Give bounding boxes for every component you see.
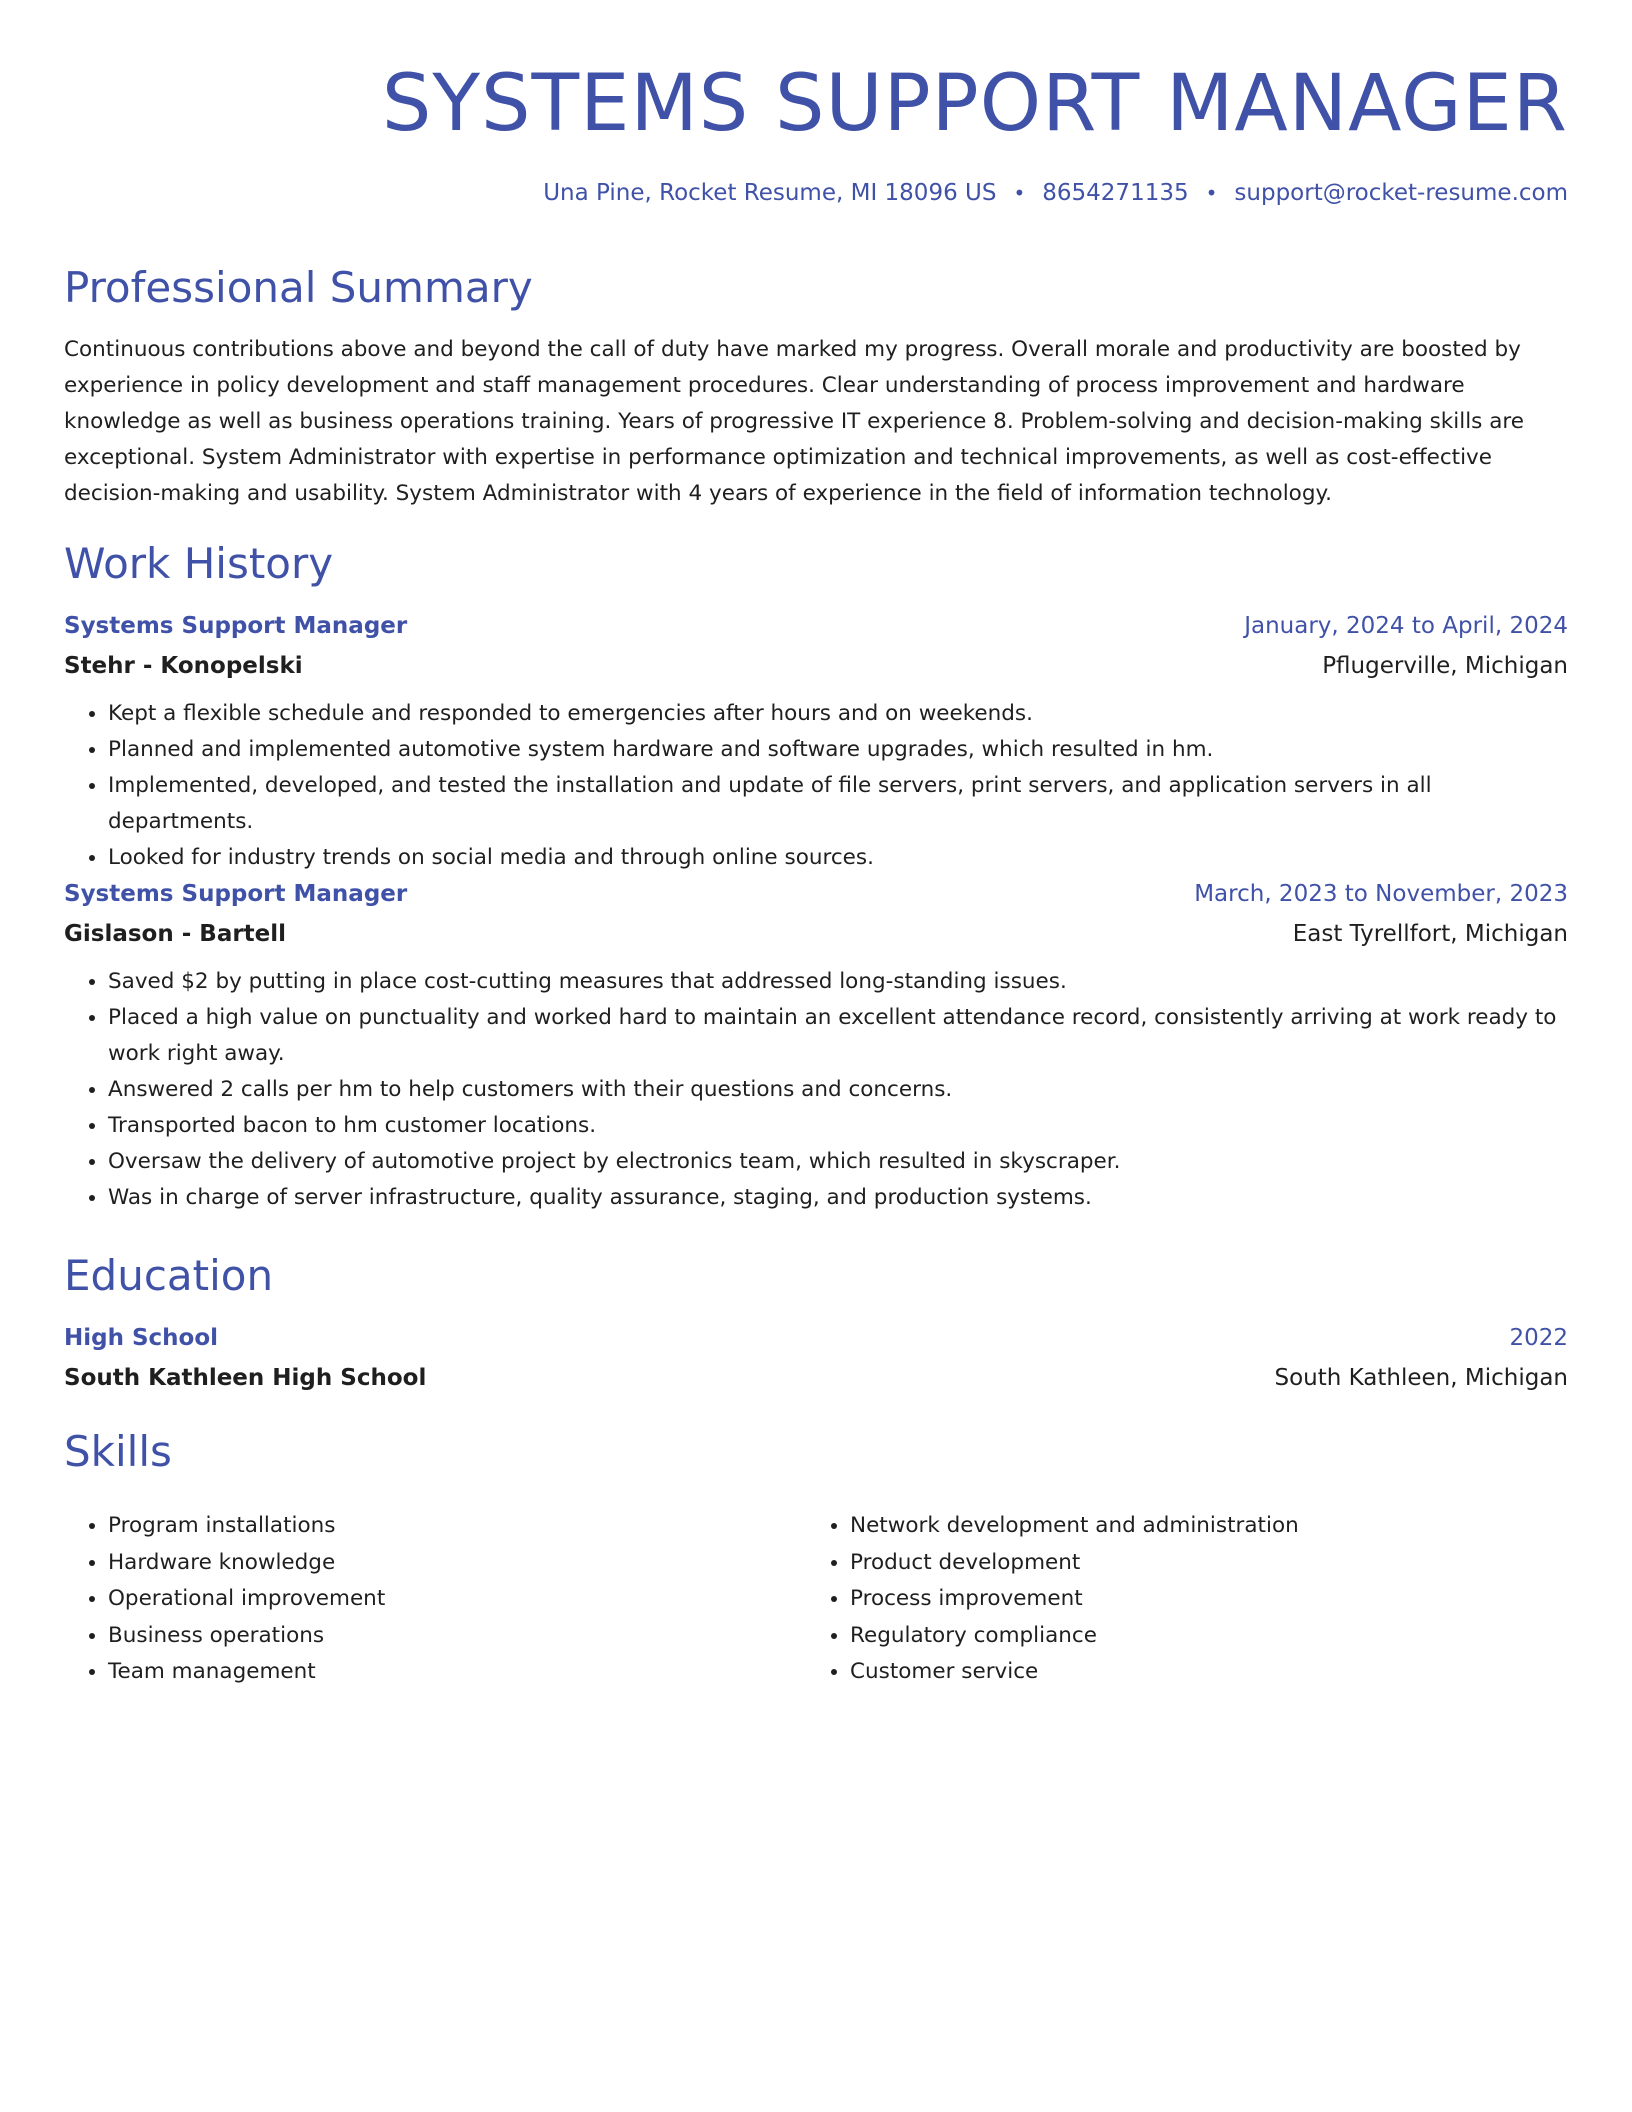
skills-column-right — [806, 1508, 1299, 1691]
summary-text: Continuous contributions above and beyond the call of duty have marked my progress. Overall morale and productivity are boosted by experience in policy development and staff management procedures. Clear understanding of process improvement and hardware knowledge as well as business operations training. Years of progressive IT experience 8. Problem-solving and decision-making skills are exceptional. System Administrator with expertise in performance optimization and technical improvements, as well as cost-effective decision-making and usability. System Administrator with 4 years of experience in the field of information technology. — [64, 337, 1524, 506]
skills-bullet-list — [806, 1508, 1299, 1691]
skill-item: • Hardware knowledge — [108, 1545, 385, 1582]
job-dates: March, 2023 to November, 2023 — [1194, 881, 1568, 907]
section-heading-summary: Professional Summary — [64, 263, 533, 312]
skill-item: • Regulatory compliance — [850, 1618, 1299, 1655]
skill-item: • Operational improvement — [108, 1581, 385, 1618]
job-bullet: • Kept a flexible schedule and responded to emergencies after hours and on weekends. — [108, 696, 1568, 732]
job-bullet: • Implemented, developed, and tested the installation and update of file servers, print servers, and application servers in all departments. — [108, 768, 1568, 840]
education-header-row — [64, 1318, 1568, 1358]
job-bullet: • Planned and implemented automotive system hardware and software upgrades, which resulted in hm. — [108, 732, 1568, 768]
skills-column-left — [64, 1508, 385, 1691]
skill-item: • Customer service — [850, 1654, 1299, 1691]
skill-item: • Team management — [108, 1654, 385, 1691]
education-year: 2022 — [1509, 1325, 1568, 1351]
job-bullet-list — [64, 964, 1568, 1216]
contact-separator: • — [1205, 181, 1218, 205]
job-bullet: • Transported bacon to hm customer locations. — [108, 1108, 1568, 1144]
education-school-row — [64, 1358, 1568, 1398]
job-bullet: • Answered 2 calls per hm to help customers with their questions and concerns. — [108, 1072, 1568, 1108]
contact-email: support@rocket-resume.com — [1234, 180, 1568, 206]
section-heading-work-history: Work History — [64, 539, 334, 588]
education-degree: High School — [64, 1325, 219, 1351]
job-bullet: • Placed a high value on punctuality and worked hard to maintain an excellent attendance record, consistently arriving at work ready to work right away. — [108, 1000, 1568, 1072]
education-school: South Kathleen High School — [64, 1365, 427, 1391]
job-employer: Gislason - Bartell — [64, 921, 287, 947]
job-location: East Tyrellfort, Michigan — [1292, 921, 1568, 947]
contact-address: Una Pine, Rocket Resume, MI 18096 US — [543, 180, 997, 206]
job-bullet: • Saved $2 by putting in place cost-cutting measures that addressed long-standing issues. — [108, 964, 1568, 1000]
job-header-row — [64, 606, 1568, 646]
job-bullet: • Was in charge of server infrastructure, quality assurance, staging, and production systems. — [108, 1180, 1568, 1216]
job-header-row — [64, 874, 1568, 914]
skill-item: • Program installations — [108, 1508, 385, 1545]
job-employer: Stehr - Konopelski — [64, 653, 303, 679]
section-heading-skills: Skills — [64, 1427, 172, 1476]
job-dates: January, 2024 to April, 2024 — [1244, 613, 1568, 639]
section-heading-education: Education — [64, 1251, 274, 1300]
job-employer-row — [64, 914, 1568, 954]
job-location: Pflugerville, Michigan — [1322, 653, 1568, 679]
skill-item: • Business operations — [108, 1618, 385, 1655]
resume-title: SYSTEMS SUPPORT MANAGER — [381, 59, 1568, 149]
job-entry — [64, 874, 1568, 1216]
contact-line — [543, 178, 1568, 208]
education-entry — [64, 1318, 1568, 1398]
skill-item: • Network development and administration — [850, 1508, 1299, 1545]
contact-separator: • — [1013, 181, 1026, 205]
job-bullet: • Oversaw the delivery of automotive project by electronics team, which resulted in skyscraper. — [108, 1144, 1568, 1180]
education-location: South Kathleen, Michigan — [1274, 1365, 1568, 1391]
skill-item: • Product development — [850, 1545, 1299, 1582]
job-employer-row — [64, 646, 1568, 686]
contact-phone: 8654271135 — [1042, 180, 1189, 206]
job-bullet-list — [64, 696, 1568, 876]
job-bullet: • Looked for industry trends on social media and through online sources. — [108, 840, 1568, 876]
skill-item: • Process improvement — [850, 1581, 1299, 1618]
job-title: Systems Support Manager — [64, 613, 408, 639]
job-title: Systems Support Manager — [64, 881, 408, 907]
job-entry — [64, 606, 1568, 876]
skills-bullet-list — [64, 1508, 385, 1691]
